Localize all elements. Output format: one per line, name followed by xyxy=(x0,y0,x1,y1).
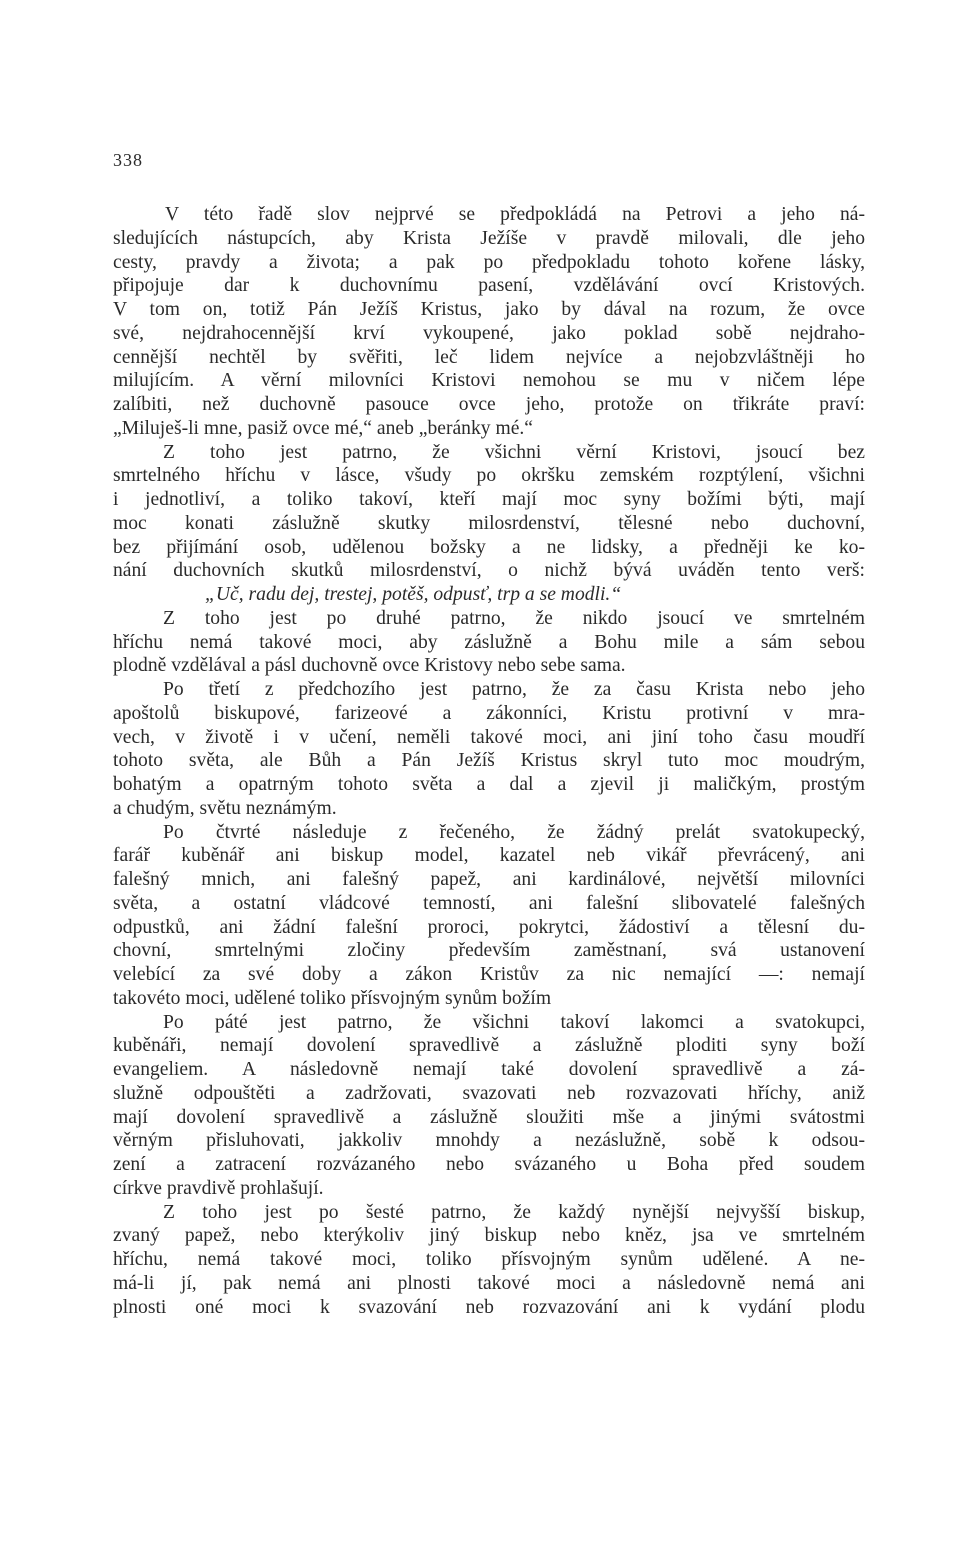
text-line: V této řadě slov nejprvé se předpokládá na Petrovi a jeho ná- xyxy=(165,204,865,225)
text-line: Po čtvrté následuje z řečeného, že žádný prelát svatokupecký, xyxy=(163,821,865,843)
text-line: bez přijímání osob, udělenou božsky a ne lidsky, a předněji ke ko- xyxy=(113,536,865,558)
text-line: odpustků, ani žádní falešní proroci, pokrytci, žádostiví a tělesní du- xyxy=(113,916,865,938)
text-line: sledujících nástupcích, aby Krista Ježíše v pravdě milovali, dle jeho xyxy=(113,227,865,249)
text-line: bohatým a opatrným tohoto světa a dal a zjevil ji maličkým, prostým xyxy=(113,774,865,795)
text-line: milujícím. A věrní milovníci Kristovi nemohou se mu v ničem lépe xyxy=(113,370,865,392)
text-line: mají dovolení spravedlivě a záslužně sloužiti mše a jinými svátostmi xyxy=(113,1106,865,1128)
text-line: plodně vzdělával a pásl duchovně ovce Kristovy nebo sebe sama. xyxy=(113,655,626,677)
text-line: Po páté jest patrno, že všichni takoví lakomci a svatokupci, xyxy=(163,1011,865,1033)
text-line: Z toho jest patrno, že všichni věrní Kristovi, jsoucí bez xyxy=(163,441,865,463)
text-line: Z toho jest po druhé patrno, že nikdo jsoucí ve smrtelném xyxy=(163,607,865,629)
text-line: evangeliem. A následovně nemají také dovolení spravedlivě a zá- xyxy=(113,1059,865,1080)
text-line: církve pravdivě prohlašují. xyxy=(113,1177,324,1199)
text-line: zalíbiti, než duchovně pasouce ovce jeho, protože on třikráte praví: xyxy=(113,394,865,415)
text-line: falešný mnich, ani falešný papež, ani kardinálové, největší milovníci xyxy=(113,869,865,890)
text-line: V tom on, totiž Pán Ježíš Kristus, jako by dával na rozum, že ovce xyxy=(113,299,865,320)
text-line: kuběnáři, nemají dovolení spravedlivě a záslužně ploditi syny boží xyxy=(113,1035,865,1057)
text-line: věrným přisluhovati, jakkoliv mnohdy a nezáslužně, sobě k odsou- xyxy=(113,1130,865,1152)
text-line: nání duchovních skutků milosrdenství, o nichž bývá uváděn tento verš: xyxy=(113,560,865,582)
text-line: hříchu, nemá takové moci, toliko přísvojným synům udělené. A ne- xyxy=(113,1249,865,1270)
text-line: farář kuběnář ani biskup model, kazatel neb vikář převrácený, ani xyxy=(113,845,865,867)
text-line: a chudým, světu neznámým. xyxy=(113,797,337,819)
text-line: zení a zatracení rozvázaného nebo svázaného u Boha před soudem xyxy=(113,1154,865,1175)
text-line: hříchu nemá takové moci, aby záslužně a Bohu mile a sám sebou xyxy=(113,631,865,653)
text-line: cennější nechtěl by svěřiti, leč lidem nejvíce a nejobzvláštněji ho xyxy=(113,346,865,368)
text-line: moc konati záslužně skutky milosrdenství, tělesné nebo duchovní, xyxy=(113,512,865,534)
text-line: služně odpouštěti a zadržovati, svazovati neb rozvazovati hříchy, aniž xyxy=(113,1082,865,1104)
text-line: apoštolů biskupové, farizeové a zákonníci, Kristu protivní v mra- xyxy=(113,702,865,724)
text-line: zvaný papež, nebo kterýkoliv jiný biskup nebo kněz, jsa ve smrtelném xyxy=(113,1225,865,1247)
text-line: velebící za své doby a zákon Kristův za nic nemající —: nemají xyxy=(113,964,865,985)
text-line: své, nejdrahocennější krví vykoupené, jako poklad sobě nejdraho- xyxy=(113,322,865,344)
text-line: vech, v životě i v učení, neměli takové moci, ani jiní toho času moudří xyxy=(113,726,865,748)
text-line: smrtelného hříchu v lásce, všudy po okršku zemském rozptýlení, všichni xyxy=(113,465,865,487)
text-line: takovéto moci, udělené toliko přísvojným synům božím xyxy=(113,987,552,1009)
text-line: světa, a ostatní vládcové temností, ani falešní slibovatelé falešných xyxy=(113,892,865,914)
text-line: cesty, pravdy a života; a pak po předpokladu tohoto kořene lásky, xyxy=(113,251,865,273)
text-line: plnosti oné moci k svazování neb rozvazování ani k vydání plodu xyxy=(113,1296,865,1318)
text-line: připojuje dar k duchovnímu pasení, vzdělávání ovcí Kristových. xyxy=(113,275,865,297)
text-line: i jednotliví, a toliko takoví, kteří mají moc syny božími býti, mají xyxy=(113,489,865,510)
text-line: chovní, smrtelnými zločiny především zaměstnaní, svá ustanovení xyxy=(113,940,865,962)
text-line: tohoto světa, ale Bůh a Pán Ježíš Kristus skryl tuto moc moudrým, xyxy=(113,750,865,772)
verse-line: „Uč, radu dej, trestej, potěš, odpusť, trp a se modli.“ xyxy=(205,584,622,605)
text-line: „Miluješ-li mne, pasiž ovce mé,“ aneb „beránky mé.“ xyxy=(113,417,534,439)
text-line: Z toho jest po šesté patrno, že každý nynější nejvyšší biskup, xyxy=(163,1201,865,1223)
page-number: 338 xyxy=(113,150,143,170)
text-line: Po třetí z předchozího jest patrno, že za času Krista nebo jeho xyxy=(163,679,865,700)
body-text xyxy=(113,203,865,1319)
text-line: má-li jí, pak nemá ani plnosti takové moci a následovně nemá ani xyxy=(113,1272,865,1294)
